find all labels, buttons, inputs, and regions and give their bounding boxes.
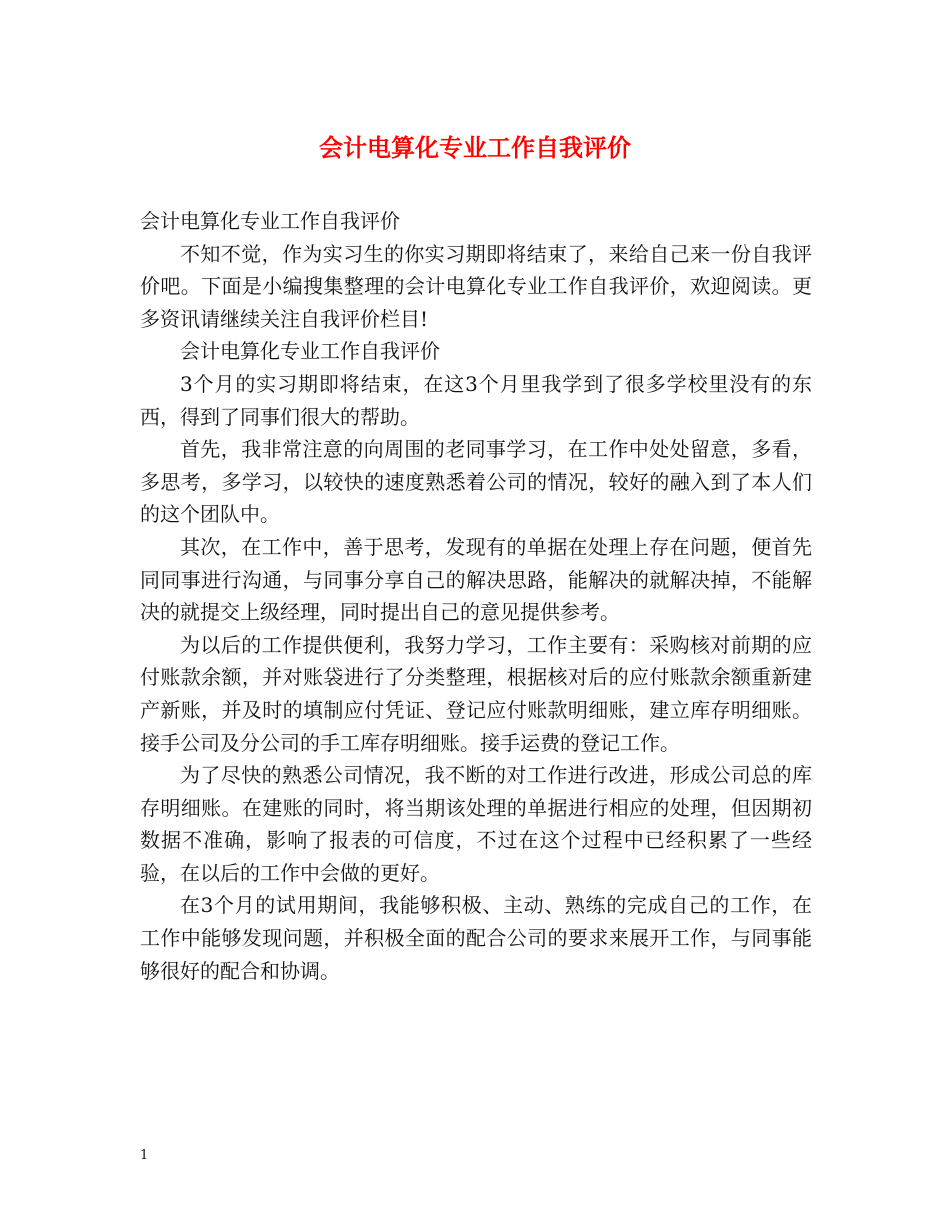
paragraph-5: 首先，我非常注意的向周围的老同事学习，在工作中处处留意，多看，多思考，多学习，以较快的速度熟悉着公司的情况，较好的融入到了本人们的这个团队中。 xyxy=(140,437,812,527)
paragraph-1: 会计电算化专业工作自我评价 xyxy=(140,209,400,233)
paragraph-4: 3个月的实习期即将结束，在这3个月里我学到了很多学校里没有的东西，得到了同事们很大的帮助。 xyxy=(140,371,812,429)
paragraph-8: 为了尽快的熟悉公司情况，我不断的对工作进行改进，形成公司总的库存明细账。在建账的同时，将当期该处理的单据进行相应的处理，但因期初数据不准确，影响了报表的可信度，不过在这个过程中已经积累了一些经验，在以后的工作中会做的更好。 xyxy=(140,763,812,885)
paragraph-6: 其次，在工作中，善于思考，发现有的单据在处理上存在问题，便首先同同事进行沟通，与同事分享自己的解决思路，能解决的就解决掉，不能解决的就提交上级经理，同时提出自己的意见提供参考。 xyxy=(140,534,812,625)
paragraph-9: 在3个月的试用期间，我能够积极、主动、熟练的完成自己的工作，在工作中能够发现问题，并积极全面的配合公司的要求来展开工作，与同事能够很好的配合和协调。 xyxy=(140,893,812,983)
paragraph-7: 为以后的工作提供便利，我努力学习，工作主要有：采购核对前期的应付账款余额，并对账袋进行了分类整理，根据核对后的应付账款余额重新建产新账，并及时的填制应付凭证、登记应付账款明细账，建立库存明细账。接手公司及分公司的手工库存明细账。接手运费的登记工作。 xyxy=(140,632,812,755)
paragraph-3: 会计电算化专业工作自我评价 xyxy=(180,339,440,364)
document-body xyxy=(140,205,812,987)
page-number: 1 xyxy=(140,1148,149,1163)
paragraph-2: 不知不觉，作为实习生的你实习期即将结束了，来给自己来一份自我评价吧。下面是小编搜集整理的会计电算化专业工作自我评价，欢迎阅读。更多资讯请继续关注自我评价栏目! xyxy=(140,241,812,331)
document-title: 会计电算化专业工作自我评价 xyxy=(319,133,631,162)
